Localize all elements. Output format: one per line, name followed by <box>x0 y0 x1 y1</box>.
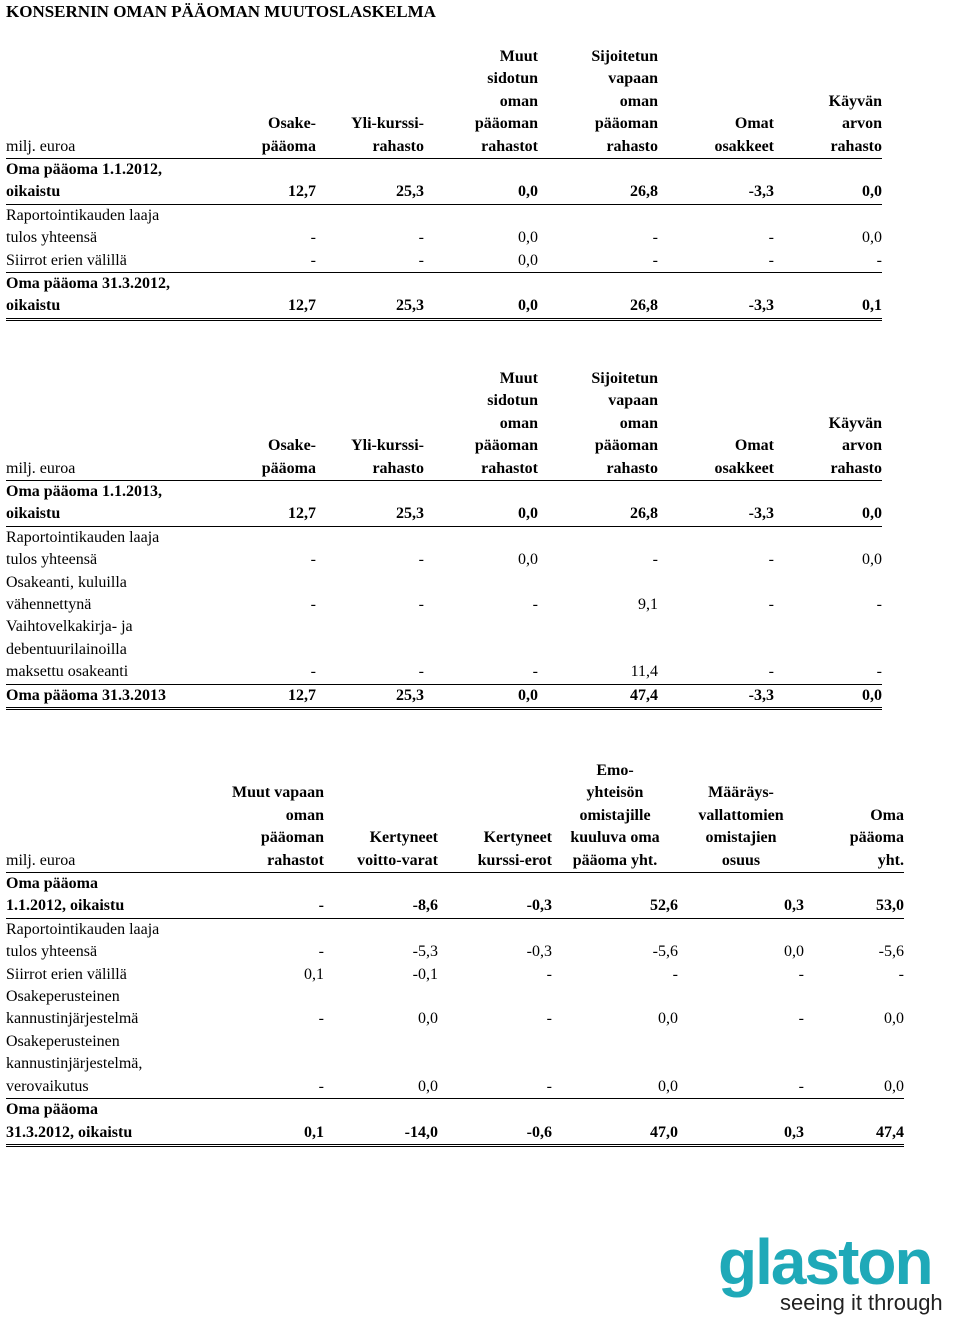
table-total-row <box>6 684 882 708</box>
cell-value: 26,8 <box>538 481 658 527</box>
col-header-share-capital: Osake- pääoma <box>202 46 316 159</box>
cell-value: - <box>206 1031 324 1099</box>
col-header-total-equity: Oma pääoma yht. <box>804 760 904 873</box>
cell-value: 0,0 <box>424 250 538 273</box>
document-title: KONSERNIN OMAN PÄÄOMAN MUUTOSLASKELMA <box>6 2 436 21</box>
row-label: Oma pääoma 1.1.2012, oikaistu <box>6 873 206 919</box>
cell-value: - <box>652 229 658 247</box>
table-row <box>6 616 882 684</box>
cell-value: -14,0 <box>324 1099 438 1146</box>
cell-value: - <box>206 873 324 919</box>
cell-value: 0,0 <box>774 684 882 708</box>
cell-value: 0,0 <box>774 159 882 205</box>
cell-value: - <box>202 250 316 273</box>
col-header-other-unrestricted: Muut vapaan oman pääoman rahastot <box>206 760 324 873</box>
logo-wordmark: glaston <box>718 1226 932 1298</box>
col-header-other-restricted: Muut sidotun oman pääoman rahastot <box>424 46 538 159</box>
table-header-row <box>6 368 882 481</box>
cell-value: - <box>538 250 658 273</box>
cell-value: 25,3 <box>316 273 424 320</box>
cell-value: 0,3 <box>678 873 804 919</box>
equity-table-2012-q1 <box>6 46 882 321</box>
table-row <box>6 873 904 919</box>
cell-value: - <box>658 616 774 684</box>
cell-value: 0,0 <box>804 1031 904 1099</box>
cell-value: - <box>652 551 658 569</box>
unit-label: milj. euroa <box>6 368 202 481</box>
cell-value: 0,0 <box>424 684 538 708</box>
cell-value: -8,6 <box>324 873 438 919</box>
table-row <box>6 1031 904 1099</box>
row-label: Osakeperusteinen kannustinjärjestelmä, verovaikutus <box>6 1031 206 1099</box>
cell-value: 25,3 <box>316 159 424 205</box>
cell-value: 26,8 <box>538 273 658 320</box>
cell-value: 0,0 <box>774 481 882 527</box>
table-row <box>6 918 904 963</box>
table-row <box>6 526 882 571</box>
cell-value: -0,6 <box>438 1099 552 1146</box>
cell-value: 26,8 <box>538 159 658 205</box>
table-total-row <box>6 273 882 320</box>
row-label: Oma pääoma 1.1.2013, oikaistu <box>6 481 202 527</box>
cell-value: 12,7 <box>202 273 316 320</box>
cell-value: - <box>678 1031 804 1099</box>
logo-tagline: seeing it through <box>780 1290 943 1315</box>
cell-value: - <box>876 596 882 614</box>
cell-value: 0,0 <box>424 159 538 205</box>
cell-value: - <box>898 965 904 983</box>
cell-value: - <box>316 616 424 684</box>
row-label: Vaihtovelkakirja- ja debentuurilainoilla maksettu osakeanti <box>6 616 202 684</box>
cell-value: - <box>202 616 316 684</box>
cell-value: - <box>532 596 538 614</box>
table-row <box>6 250 882 273</box>
col-header-fair-value: Käyvän arvon rahasto <box>774 368 882 481</box>
cell-value: 47,4 <box>538 684 658 708</box>
table-row <box>6 481 882 527</box>
cell-value: 25,3 <box>316 684 424 708</box>
row-label: Oma pääoma 1.1.2012, oikaistu <box>6 159 202 205</box>
cell-value: - <box>768 229 774 247</box>
row-label: Siirrot erien välillä <box>6 965 127 983</box>
cell-value: 0,0 <box>424 273 538 320</box>
glaston-logo <box>716 1218 960 1318</box>
cell-value: 12,7 <box>202 159 316 205</box>
row-label: Raportointikauden laaja tulos yhteensä <box>6 528 160 569</box>
row-label: Osakeanti, kuluilla vähennettynä <box>6 573 127 614</box>
col-header-fair-value: Käyvän arvon rahasto <box>774 46 882 159</box>
cell-value: - <box>418 596 424 614</box>
row-label: Osakeperusteinen kannustinjärjestelmä <box>6 988 139 1028</box>
cell-value: 0,0 <box>324 1031 438 1099</box>
col-header-retained-earnings: Kertyneet voitto-varat <box>324 760 438 873</box>
cell-value: - <box>774 250 882 273</box>
row-label: Oma pääoma 31.3.2013 <box>6 684 202 708</box>
table-row <box>6 986 904 1031</box>
cell-value: 52,6 <box>552 873 678 919</box>
cell-value: 25,3 <box>316 481 424 527</box>
cell-value: -5,6 <box>878 943 904 961</box>
cell-value: 0,1 <box>774 273 882 320</box>
cell-value: -3,3 <box>658 273 774 320</box>
cell-value: - <box>424 616 538 684</box>
row-label: Oma pääoma 31.3.2012, oikaistu <box>6 273 202 320</box>
cell-value: - <box>418 551 424 569</box>
cell-value: - <box>774 616 882 684</box>
cell-value: - <box>310 551 316 569</box>
cell-value: -0,1 <box>412 965 438 983</box>
cell-value: - <box>418 229 424 247</box>
cell-value: -3,3 <box>658 159 774 205</box>
table-header-row <box>6 46 882 159</box>
table-row <box>6 159 882 205</box>
cell-value: - <box>798 965 804 983</box>
cell-value: -3,3 <box>658 481 774 527</box>
cell-value: - <box>438 1031 552 1099</box>
cell-value: 9,1 <box>638 596 658 614</box>
row-label: Siirrot erien välillä <box>6 250 202 273</box>
cell-value: 0,0 <box>518 229 538 247</box>
cell-value: 0,0 <box>862 551 882 569</box>
col-header-share-premium: Yli-kurssi- rahasto <box>316 46 424 159</box>
cell-value: -5,6 <box>652 943 678 961</box>
cell-value: 11,4 <box>538 616 658 684</box>
col-header-other-restricted: Muut sidotun oman pääoman rahastot <box>424 368 538 481</box>
cell-value: -3,3 <box>658 684 774 708</box>
table-row <box>6 964 904 986</box>
cell-value: 0,0 <box>424 481 538 527</box>
table-row <box>6 204 882 249</box>
col-header-own-shares: Omat osakkeet <box>658 46 774 159</box>
row-label: Raportointikauden laaja tulos yhteensä <box>6 206 160 247</box>
unit-label: milj. euroa <box>6 46 202 159</box>
row-label: Oma pääoma 31.3.2012, oikaistu <box>6 1099 206 1146</box>
unit-label: milj. euroa <box>6 760 206 873</box>
table-total-row <box>6 1099 904 1146</box>
col-header-invested-unrestricted: Sijoitetun vapaan oman pääoman rahasto <box>538 46 658 159</box>
cell-value: - <box>768 551 774 569</box>
cell-value: 12,7 <box>202 684 316 708</box>
table-header-row <box>6 760 904 873</box>
cell-value: - <box>318 943 324 961</box>
col-header-non-controlling: Määräys- vallattomien omistajien osuus <box>678 760 804 873</box>
col-header-translation-differences: Kertyneet kurssi-erot <box>438 760 552 873</box>
cell-value: - <box>798 1010 804 1028</box>
cell-value: - <box>768 596 774 614</box>
cell-value: - <box>546 965 552 983</box>
cell-value: - <box>310 596 316 614</box>
cell-value: 0,0 <box>862 229 882 247</box>
cell-value: 0,1 <box>304 965 324 983</box>
equity-table-2012-q1-part2 <box>6 760 904 1147</box>
col-header-share-premium: Yli-kurssi- rahasto <box>316 368 424 481</box>
col-header-own-shares: Omat osakkeet <box>658 368 774 481</box>
cell-value: - <box>672 965 678 983</box>
cell-value: - <box>546 1010 552 1028</box>
cell-value: 0,0 <box>418 1010 438 1028</box>
cell-value: -0,3 <box>438 873 552 919</box>
cell-value: - <box>310 229 316 247</box>
cell-value: -0,3 <box>526 943 552 961</box>
cell-value: 0,0 <box>518 551 538 569</box>
cell-value: 53,0 <box>804 873 904 919</box>
cell-value: 0,0 <box>884 1010 904 1028</box>
table-row <box>6 572 882 617</box>
row-label: Raportointikauden laaja tulos yhteensä <box>6 920 160 961</box>
cell-value: - <box>658 250 774 273</box>
cell-value: 47,0 <box>552 1099 678 1146</box>
col-header-parent-equity: Emo- yhteisön omistajille kuuluva oma pääoma yht. <box>552 760 678 873</box>
cell-value: 47,4 <box>804 1099 904 1146</box>
col-header-invested-unrestricted: Sijoitetun vapaan oman pääoman rahasto <box>538 368 658 481</box>
cell-value: 12,7 <box>202 481 316 527</box>
cell-value: 0,0 <box>552 1031 678 1099</box>
cell-value: 0,1 <box>206 1099 324 1146</box>
cell-value: - <box>316 250 424 273</box>
col-header-share-capital: Osake- pääoma <box>202 368 316 481</box>
cell-value: - <box>318 1010 324 1028</box>
cell-value: 0,0 <box>658 1010 678 1028</box>
cell-value: 0,3 <box>678 1099 804 1146</box>
cell-value: -5,3 <box>412 943 438 961</box>
equity-table-2013-q1 <box>6 368 882 710</box>
cell-value: 0,0 <box>784 943 804 961</box>
